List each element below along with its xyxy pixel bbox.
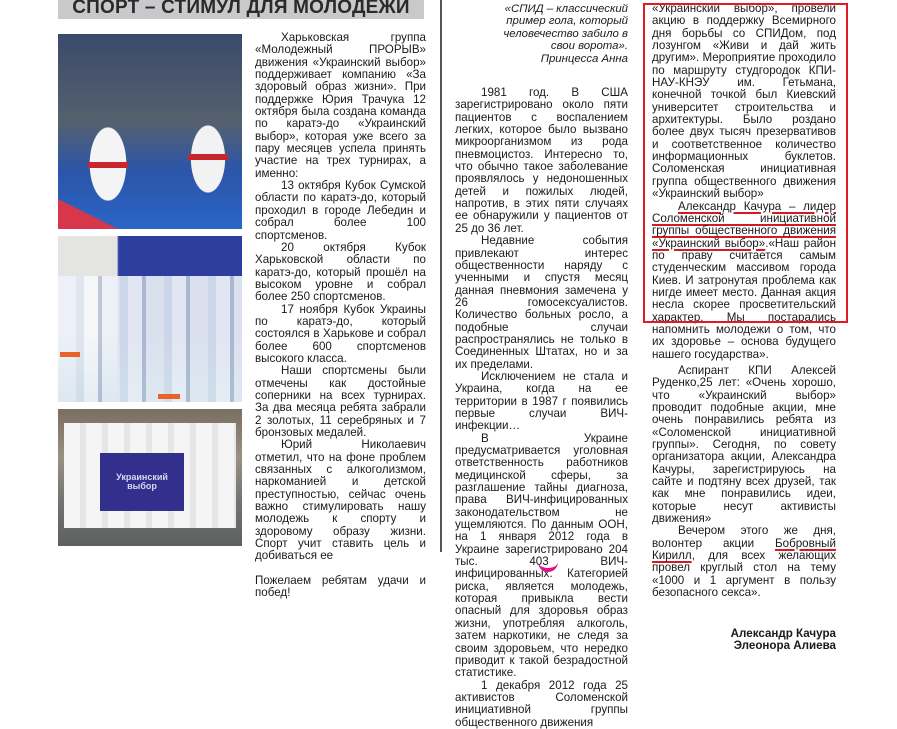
paragraph: 17 ноября Кубок Украины по каратэ-до, который состоялся в Харькове и собрал более 600 спортсменов высокого класса. xyxy=(255,302,426,365)
paragraph: Юрий Николаевич отметил, что на фоне проблем связанных с алкоголизмом, наркоманией и детской преступностью, сейчас очень важно стимулировать нашу молодежь к спорту и здоровому образу жизни. Спорт учит ставить цель и добиваться ее xyxy=(255,438,426,563)
column-divider xyxy=(440,0,442,552)
flag-text: Украинский выбор xyxy=(116,472,168,491)
underlined-quote-attribution: Александр Качура – лидер Соломенской инициативной группы общественного движения «Украинский выбор» xyxy=(652,199,836,250)
photo-karate-sparring xyxy=(58,34,242,229)
photo-kids xyxy=(58,276,242,402)
highlight-box xyxy=(643,3,848,323)
quote-text: .«Наш район по праву считается самым студенческим массивом города Киев. И затронутая проблема как нигде имеет место. Данная акция несла скорее просветительский характер. Мы постарались напомнить молодежи о том, что их здоровье – основа будущего нашего государства». xyxy=(652,236,836,361)
paragraph: В Украине предусматривается уголовная ответственность работников медицинской сферы, за разглашение тайны диагноза, права ВИЧ-инфицированных законодательством не ущемляются. По данным ООН, на 1 января 2012 года в Украине зарегистрировано 204 тыс. 403 ВИЧ-инфицированных. Категорией риска, является молодежь, которая привыкла вести опасный для здоровья образ жизни, употребляя алкоголь, затем наркотики, не следя за своим здоровьем, что нередко приводит к такой безрадостной статистике. xyxy=(455,431,628,680)
paragraph: 13 октября Кубок Сумской области по каратэ-до, который проходил в городе Лебедин и собрал более 100 спортсменов. xyxy=(255,179,426,242)
paragraph: 1 декабря 2012 года 25 активистов Соломенской инициативной группы общественного движения xyxy=(455,678,628,729)
article-column-1 xyxy=(255,32,426,599)
epigraph-text: «СПИД – классический пример гола, который человечество забило в свои ворота». xyxy=(503,3,628,53)
paragraph: «Украинский выбор», провели акцию в поддержку Всемирного дня борьбы со СПИДом, под лозунгом «Живи и дай жить другим». Мероприятие проходило по маршруту студгородок КПИ-НАУ-КНЭУ им. Гетьмана, конечной точкой был Киевский университет строительства и архитектуры. Было роздано более двух тысяч презервативов и соответственное количество информационных буклетов. Соломенская инициативная группа общественного движения «Украинский выбор» xyxy=(652,2,836,201)
epigraph xyxy=(455,3,628,65)
article-column-2 xyxy=(455,3,628,729)
paragraph: Аспирант КПИ Алексей Руденко,25 лет: «Очень хорошо, что «Украинский выбор» проводит подобные акции, мне очень понравились ребята из «Соломенской инициативной группы». Сегодня, по совету организатора акции, Александра Качуры, зарегистрируюсь на сайте и подтяну всех друзей, так как мне понравились идеи, которые несут активисты движения» xyxy=(652,363,836,526)
author-name: Элеонора Алиева xyxy=(733,638,836,652)
paragraph: Харьковская группа «Молодежный ПРОРЫВ» движения «Украинский выбор» поддерживает компанию «За здоровый образ жизни». При поддержке Юрия Трачука 12 октября была создана команда по каратэ-до «Украинский выбор», которая уже всего за пару месяцев успела принять участие на трех турнирах, а именно: xyxy=(255,31,426,180)
photo-belt xyxy=(158,394,180,399)
author-name: Александр Качура xyxy=(730,626,836,640)
paragraph: 1981 год. В США зарегистрировано около пяти пациентов с воспалением легких, которое было вызвано микроорганизмом из рода пневмоцистоз. Интересно то, что обычно такое заболевание проявлялось у недоношенных детей и пожилых людей, напротив, в этих пяти случаях ее обнаружили у пациентов от 25 до 36 лет. xyxy=(455,86,628,235)
photo-team-with-flag xyxy=(58,409,242,546)
paragraph: 20 октября Кубок Харьковской области по каратэ-до, который прошёл на высоком уровне и собрал более 250 спортсменов. xyxy=(255,240,426,304)
paragraph xyxy=(652,525,836,599)
text: Вечером этого же дня, волонтер акции xyxy=(652,524,836,550)
paragraph: Недавние события привлекают интерес общественности наряду с ученными и спустя месяц данная пневмония замечена у 26 гомосексуалистов. Количество больных росло, а подобные случаи распространялись не только в Соединенных Штатах, но и за их пределами. xyxy=(455,234,628,371)
photo-flag xyxy=(100,453,184,511)
underlined-volunteer-name: Бобровный Кирилл xyxy=(652,536,836,563)
photo-belt xyxy=(188,154,228,160)
paragraph: Исключением не стала и Украина, когда на ее территории в 1987 г появились первые случаи ВИЧ-инфекции… xyxy=(455,369,628,433)
photo-mat xyxy=(58,199,118,229)
photo-belt xyxy=(60,352,80,357)
text: , для всех желающих провел круглый стол на тему «1000 и 1 аргумент в пользу безопасного секса». xyxy=(652,549,836,600)
article-title: СПОРТ – СТИМУЛ ДЛЯ МОЛОДЕЖИ xyxy=(72,0,410,18)
article-title-bar xyxy=(58,0,424,19)
paragraph: Наши спортсмены были отмечены как достойные соперники на всех турнирах. За два месяца ребята забрали 2 золотых, 11 серебряных и 7 бронзовых медалей. xyxy=(255,364,426,439)
epigraph-author: Принцесса Анна xyxy=(540,52,628,65)
photo-belt xyxy=(88,162,128,168)
photo-karate-team-audience xyxy=(58,236,242,402)
paragraph: Пожелаем ребятам удачи и побед! xyxy=(255,573,426,600)
article-authors xyxy=(652,628,836,653)
